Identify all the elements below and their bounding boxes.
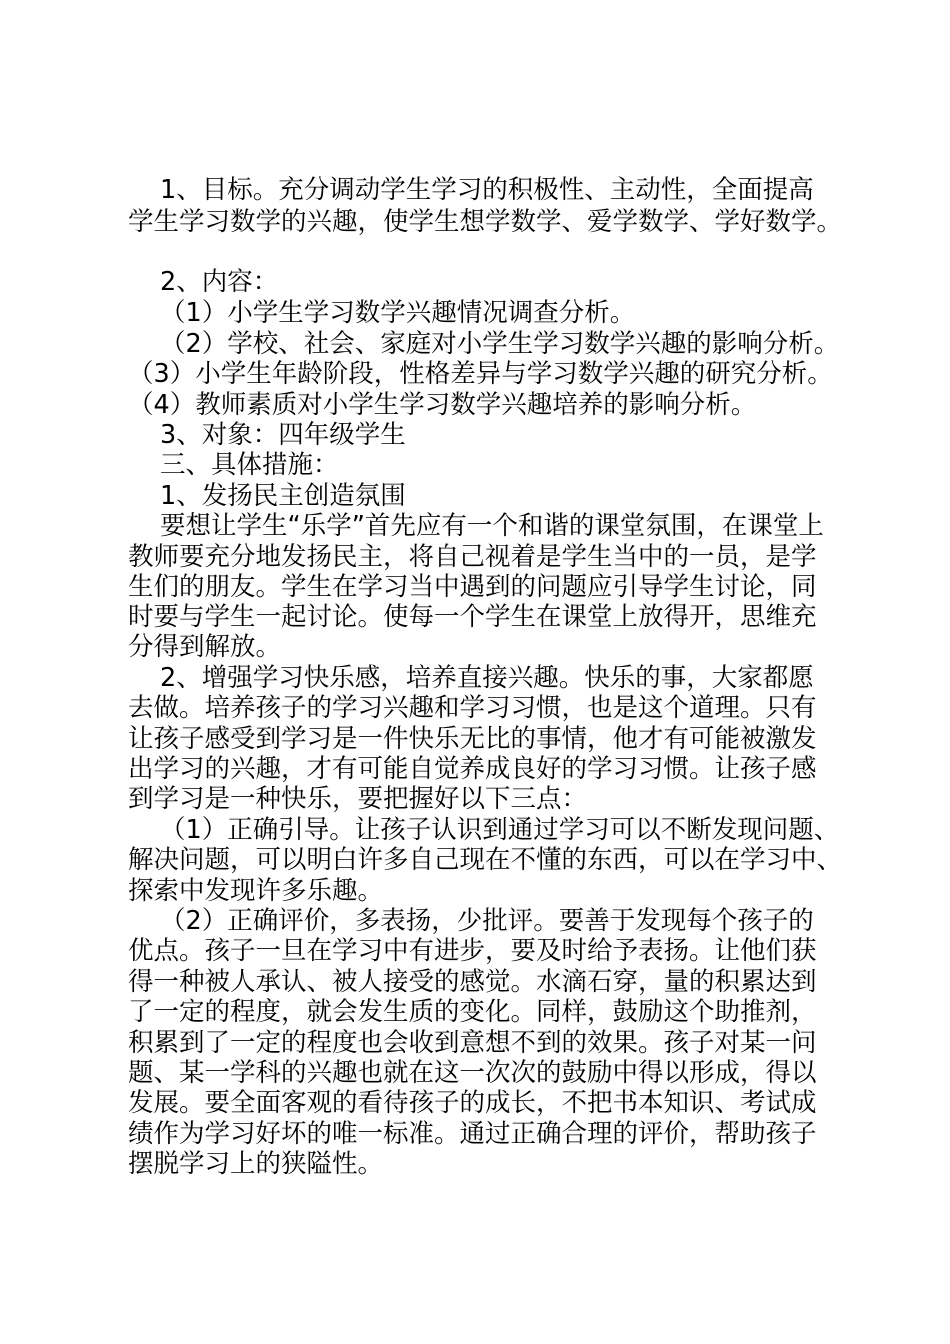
point-2-paragraph-line: 积累到了一定的程度也会收到意想不到的效果。孩子对某一问 bbox=[128, 1028, 817, 1058]
content-item: （4）教师素质对小学生学习数学兴趣培养的影响分析。 bbox=[128, 390, 757, 420]
target-heading: 3、对象：四年级学生 bbox=[160, 420, 406, 450]
measure-2-paragraph-line: 2、增强学习快乐感，培养直接兴趣。快乐的事，大家都愿 bbox=[160, 663, 814, 693]
point-1-paragraph-line: （1）正确引导。让孩子认识到通过学习可以不断发现问题、 bbox=[160, 815, 840, 845]
measure-1-paragraph-line: 要想让学生“乐学”首先应有一个和谐的课堂氛围，在课堂上 bbox=[160, 511, 824, 541]
measure-2-paragraph-line: 让孩子感受到学习是一件快乐无比的事情，他才有可能被激发 bbox=[128, 724, 817, 754]
point-2-paragraph-line: 得一种被人承认、被人接受的感觉。水滴石穿，量的积累达到 bbox=[128, 967, 817, 997]
content-heading: 2、内容： bbox=[160, 267, 279, 297]
measures-heading: 三、具体措施： bbox=[160, 450, 339, 480]
measure-1-paragraph-line: 教师要充分地发扬民主，将自己视着是学生当中的一员，是学 bbox=[128, 542, 817, 572]
point-2-paragraph-line: （2）正确评价，多表扬，少批评。要善于发现每个孩子的 bbox=[160, 906, 814, 936]
measure-1-paragraph-line: 分得到解放。 bbox=[128, 632, 282, 662]
goal-paragraph-line: 1、目标。充分调动学生学习的积极性、主动性，全面提高 bbox=[160, 175, 814, 205]
measure-2-paragraph-line: 到学习是一种快乐，要把握好以下三点： bbox=[128, 784, 588, 814]
measure-2-paragraph-line: 出学习的兴趣，才有可能自觉养成良好的学习习惯。让孩子感 bbox=[128, 754, 817, 784]
point-2-paragraph-line: 题、某一学科的兴趣也就在这一次次的鼓励中得以形成，得以 bbox=[128, 1058, 817, 1088]
point-1-paragraph-line: 探索中发现许多乐趣。 bbox=[128, 876, 384, 906]
measure-1-paragraph-line: 生们的朋友。学生在学习当中遇到的问题应引导学生讨论，同 bbox=[128, 572, 817, 602]
content-item: （3）小学生年龄阶段，性格差异与学习数学兴趣的研究分析。 bbox=[128, 359, 833, 389]
point-2-paragraph-line: 优点。孩子一旦在学习中有进步，要及时给予表扬。让他们获 bbox=[128, 936, 817, 966]
point-2-paragraph-line: 绩作为学习好坏的唯一标准。通过正确合理的评价，帮助孩子 bbox=[128, 1119, 817, 1149]
content-item: （1）小学生学习数学兴趣情况调查分析。 bbox=[160, 298, 636, 328]
point-2-paragraph-line: 摆脱学习上的狭隘性。 bbox=[128, 1149, 384, 1179]
point-1-paragraph-line: 解决问题，可以明白许多自己现在不懂的东西，可以在学习中、 bbox=[128, 845, 843, 875]
goal-paragraph-line: 学生学习数学的兴趣，使学生想学数学、爱学数学、学好数学。 bbox=[128, 207, 843, 237]
measure-2-paragraph-line: 去做。培养孩子的学习兴趣和学习习惯，也是这个道理。只有 bbox=[128, 693, 817, 723]
content-item: （2）学校、社会、家庭对小学生学习数学兴趣的影响分析。 bbox=[160, 329, 840, 359]
point-2-paragraph-line: 了一定的程度，就会发生质的变化。同样，鼓励这个助推剂， bbox=[128, 997, 817, 1027]
point-2-paragraph-line: 发展。要全面客观的看待孩子的成长，不把书本知识、考试成 bbox=[128, 1088, 817, 1118]
measure-1-heading: 1、发扬民主创造氛围 bbox=[160, 481, 406, 511]
measure-1-paragraph-line: 时要与学生一起讨论。使每一个学生在课堂上放得开，思维充 bbox=[128, 602, 817, 632]
